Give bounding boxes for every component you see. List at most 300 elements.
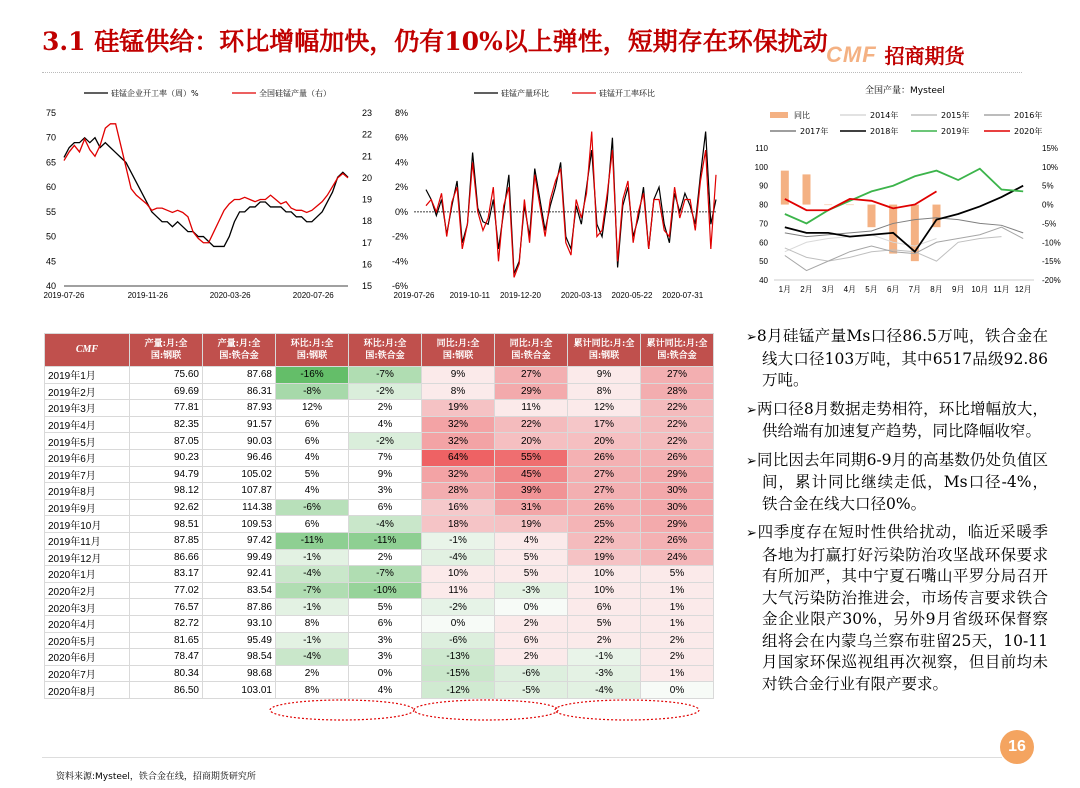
table-cell: 0% [422,615,495,632]
table-cell: 75.60 [130,367,203,384]
table-header-cell: 累计同比:月:全 国:铁合金 [641,334,714,367]
chart3-series-3-line [785,218,1023,237]
table-cell: 2% [495,649,568,666]
table-row [45,383,714,400]
table-cell: 32% [422,433,495,450]
table-cell: 39% [495,483,568,500]
table-cell: 6% [276,416,349,433]
bullet-text: 两口径8月数据走势相符，环比增幅放大，供给端有加速复产趋势，同比降幅收窄。 [756,399,1048,440]
table-cell: 2% [568,632,641,649]
table-header-logo: CMF [45,334,130,367]
chart1-series-1-line [64,124,348,243]
table-cell: 3% [349,649,422,666]
table-cell: -7% [349,566,422,583]
chart3-x-tick: 11月 [993,285,1010,294]
table-cell: 2020年1月 [45,566,130,583]
table-cell: 103.01 [203,682,276,699]
chart3-left-tick: 40 [759,276,768,285]
table-row [45,416,714,433]
chart3-right-tick: 10% [1042,162,1059,172]
table-row [45,466,714,483]
table-cell: 90.03 [203,433,276,450]
chart3-x-tick: 1月 [778,285,792,294]
table-header-row [45,334,714,367]
chart3-bar [803,174,811,204]
table-cell: 2% [349,400,422,417]
chart3-left-tick: 100 [754,162,768,172]
table-cell: 2020年2月 [45,582,130,599]
table-cell: -2% [349,383,422,400]
chart2-x-tick: 2020-03-13 [560,291,602,300]
table-cell: -1% [568,649,641,666]
table-cell: 0% [495,599,568,616]
table-cell: -2% [422,599,495,616]
table-cell: 2020年5月 [45,632,130,649]
table-cell: 87.93 [203,400,276,417]
table-cell: 86.31 [203,383,276,400]
chart1-right-tick: 15 [362,281,373,291]
chart1-right-tick: 20 [362,172,373,183]
table-cell: 77.81 [130,400,203,417]
chart3-legend-label: 2017年 [800,127,829,136]
table-cell: 2% [641,649,714,666]
table-cell: 109.53 [203,516,276,533]
table-cell: -13% [422,649,495,666]
table-cell: 1% [641,599,714,616]
chart2-x-tick: 2020-07-31 [662,291,704,300]
table-cell: 8% [276,682,349,699]
chart2-x-tick: 2020-05-22 [611,291,653,300]
chart3-right-tick: 0% [1042,200,1054,210]
table-cell: -11% [276,532,349,549]
table-cell: 29% [641,516,714,533]
table-cell: -1% [276,599,349,616]
chart3-series-5-line [785,169,1023,224]
logo-name: 招商期货 [884,44,965,68]
table-cell: 99.49 [203,549,276,566]
table-cell: 80.34 [130,665,203,682]
table-cell: 8% [276,615,349,632]
table-cell: 4% [349,682,422,699]
table-cell: 97.42 [203,532,276,549]
bullet-item [746,450,1048,516]
table-cell: 28% [422,483,495,500]
oval-cum [555,700,699,720]
table-cell: 25% [568,516,641,533]
chart3-left-tick: 70 [759,219,768,229]
table-cell: 28% [641,383,714,400]
chart2-x-tick: 2019-10-11 [449,291,490,300]
page-number: 16 [1000,730,1034,764]
chart1-right-tick: 23 [362,108,373,118]
chart3-right-tick: 15% [1042,144,1059,153]
bullet-item [746,522,1048,695]
chart2-y-tick: 0% [394,206,408,217]
table-cell: 105.02 [203,466,276,483]
table-row [45,449,714,466]
table-header-cell: 同比:月:全 国:铁合金 [495,334,568,367]
table-row [45,433,714,450]
table-cell: 22% [641,433,714,450]
table-cell: 5% [349,599,422,616]
table-cell: -8% [276,383,349,400]
bullet-item [746,399,1048,443]
chart2-legend-label: 硅锰产量环比 [501,89,549,98]
chart3-x-tick: 10月 [971,285,989,294]
table-cell: 19% [422,400,495,417]
chart3-x-tick: 9月 [951,285,965,294]
bullet-text: 同比因去年同期6-9月的高基数仍处负值区间，累计同比继续走低，Ms口径-4%，铁合金在线大口径0%。 [756,450,1048,513]
table-cell: 4% [349,416,422,433]
bullet-text: 四季度存在短时性供给扰动，临近采暖季各地为打赢打好污染防治攻坚战环保要求有所加严，其中宁夏石嘴山平罗分局召开大气污染防治推进会，市场传言要求铁合金企业限产30%，另外9月省级环保督察组将会在内蒙乌兰察布驻留25天，10-11月国家环保巡视组再次视察，但目前均未对铁合金行业有限产要求。 [756,523,1048,693]
chart1-left-tick: 60 [45,182,56,193]
table-cell: 32% [422,466,495,483]
table-cell: 8% [422,383,495,400]
oval-mom [270,700,414,720]
table-row [45,483,714,500]
table-cell: 5% [276,466,349,483]
table-cell: 93.10 [203,615,276,632]
chart2-y-tick: -6% [391,281,408,291]
table-cell: 22% [568,532,641,549]
table-body [45,367,714,699]
table-cell: 7% [349,449,422,466]
table-header-cell: 产量:月:全 国:铁合金 [203,334,276,367]
table-cell: 96.46 [203,449,276,466]
chart3-legend-label: 2014年 [870,111,899,120]
table-cell: 76.57 [130,599,203,616]
table-cell: 95.49 [203,632,276,649]
table-cell: 98.68 [203,665,276,682]
chart1-legend-label: 硅锰企业开工率（周）% [111,89,199,98]
chart2-x-tick: 2019-07-26 [393,291,435,300]
table-cell: 5% [495,566,568,583]
table-cell: 2019年3月 [45,400,130,417]
table-cell: 0% [641,682,714,699]
chart3-right-tick: 5% [1042,181,1054,191]
table-cell: 2019年6月 [45,449,130,466]
table-cell: 27% [495,367,568,384]
table-cell: -5% [495,682,568,699]
chart2-x-tick: 2019-12-20 [499,291,541,300]
production-table [44,333,714,699]
table-row [45,549,714,566]
table-cell: -1% [422,532,495,549]
table-cell: 6% [276,433,349,450]
table-cell: 83.54 [203,582,276,599]
table-cell: 94.79 [130,466,203,483]
table-cell: 91.57 [203,416,276,433]
table-cell: 2020年3月 [45,599,130,616]
chart3-legend-label: 2019年 [941,127,970,136]
table-cell: 27% [641,367,714,384]
chart1-series-0-line [64,138,348,247]
table-cell: 26% [641,532,714,549]
table-cell: -6% [276,499,349,516]
table-cell: -11% [349,532,422,549]
table-cell: 20% [495,433,568,450]
table-row [45,400,714,417]
arrow-icon: ➢ [746,330,757,345]
table-cell: 4% [276,483,349,500]
table-cell: 2019年2月 [45,383,130,400]
chart1-left-tick: 55 [45,206,56,217]
table-cell: 29% [641,466,714,483]
logo-abbr: CMF [826,41,877,67]
table-cell: -7% [349,367,422,384]
arrow-icon: ➢ [746,402,757,418]
table-cell: 18% [422,516,495,533]
table-cell: -1% [276,549,349,566]
chart1-left-tick: 65 [45,157,56,168]
chart3-left-tick: 110 [755,144,768,153]
chart1-left-tick: 45 [45,256,56,267]
table-cell: 6% [276,516,349,533]
table-cell: 83.17 [130,566,203,583]
table-cell: 32% [422,416,495,433]
oval-yoy [414,700,558,720]
chart3-left-tick: 60 [759,238,768,248]
table-cell: -16% [276,367,349,384]
table-cell: 2% [641,632,714,649]
table-cell: 2% [276,665,349,682]
table-cell: 87.85 [130,532,203,549]
table-cell: 31% [495,499,568,516]
table-row [45,367,714,384]
table-cell: 2019年9月 [45,499,130,516]
chart3-bar [846,205,854,206]
table-cell: -4% [568,682,641,699]
table-cell: 9% [568,367,641,384]
table-cell: 92.41 [203,566,276,583]
table-cell: 87.86 [203,599,276,616]
chart1-right-tick: 19 [362,194,373,205]
chart3-series-4-line [785,186,1023,252]
table-cell: 22% [495,416,568,433]
table-cell: -1% [276,632,349,649]
table-cell: -4% [276,649,349,666]
chart1-left-tick: 50 [45,231,56,242]
chart3-legend-label: 2016年 [1014,111,1043,120]
table-cell: 78.47 [130,649,203,666]
table-cell: 98.51 [130,516,203,533]
table-row [45,516,714,533]
chart1-right-tick: 17 [362,237,373,248]
table-cell: 22% [641,400,714,417]
table-cell: -12% [422,682,495,699]
table-header-cell: 同比:月:全 国:钢联 [422,334,495,367]
chart2-series-1-line [426,132,716,278]
table-cell: 27% [568,483,641,500]
table-cell: 30% [641,483,714,500]
chart3-right-tick: -5% [1042,219,1057,229]
table-cell: 86.50 [130,682,203,699]
bullet-list [746,326,1048,702]
table-cell: 69.69 [130,383,203,400]
chart3-left-tick: 50 [759,257,768,267]
chart1-right-tick: 18 [362,216,373,227]
table-header-cell: 环比:月:全 国:铁合金 [349,334,422,367]
table-cell: 26% [568,449,641,466]
chart3-left-tick: 80 [759,200,768,210]
source-note: 资料来源:Mysteel，铁合金在线，招商期货研究所 [56,772,256,782]
table-cell: -7% [276,582,349,599]
table-cell: 86.66 [130,549,203,566]
chart3-right-tick: -10% [1042,238,1061,248]
chart1-left-tick: 70 [45,132,56,143]
table-cell: 22% [641,416,714,433]
chart1-x-tick: 2020-07-26 [292,291,334,300]
table-cell: 2019年5月 [45,433,130,450]
table-cell: 2020年7月 [45,665,130,682]
table-cell: 6% [568,599,641,616]
table-cell: 8% [568,383,641,400]
chart3-x-tick: 12月 [1014,285,1032,294]
table-row [45,615,714,632]
table-row [45,566,714,583]
table-cell: 17% [568,416,641,433]
table-cell: 27% [568,466,641,483]
table-row [45,582,714,599]
chart3-legend-label: 2015年 [941,111,970,120]
chart3-right-tick: -20% [1042,276,1061,285]
chart2-y-tick: 4% [394,157,408,168]
table-cell: 87.05 [130,433,203,450]
table-cell: 29% [495,383,568,400]
table-cell: 11% [495,400,568,417]
table-cell: 82.35 [130,416,203,433]
table-cell: 30% [641,499,714,516]
chart3-x-tick: 7月 [908,285,922,294]
table-cell: 3% [349,483,422,500]
table-cell: 5% [568,615,641,632]
chart3-x-tick: 8月 [930,285,943,294]
chart1-x-tick: 2019-11-26 [127,291,168,300]
table-cell: 10% [422,566,495,583]
table-cell: 98.54 [203,649,276,666]
table-cell: 64% [422,449,495,466]
table-row [45,682,714,699]
chart1-legend-label: 全国硅锰产量（右） [259,89,331,98]
table-cell: 87.68 [203,367,276,384]
table-row [45,599,714,616]
table-cell: 2019年10月 [45,516,130,533]
chart1-left-tick: 40 [45,281,56,291]
table-cell: -2% [349,433,422,450]
table-row [45,632,714,649]
arrow-icon: ➢ [746,453,757,469]
table-cell: 1% [641,615,714,632]
table-cell: 24% [641,549,714,566]
chart3-x-tick: 4月 [843,285,857,294]
charts-area [0,0,1080,320]
table-cell: 81.65 [130,632,203,649]
table-cell: 107.87 [203,483,276,500]
bottom-divider [42,757,1002,758]
chart1-right-tick: 21 [362,151,373,162]
table-header-cell: 环比:月:全 国:钢联 [276,334,349,367]
table-cell: 11% [422,582,495,599]
table-cell: -3% [495,582,568,599]
table-cell: 16% [422,499,495,516]
chart3-bar [889,205,897,254]
table-cell: 55% [495,449,568,466]
chart3-right-tick: -15% [1042,257,1061,267]
table-cell: 19% [495,516,568,533]
table-cell: 82.72 [130,615,203,632]
table-cell: 12% [276,400,349,417]
table-cell: 90.23 [130,449,203,466]
table-cell: 19% [568,549,641,566]
table-cell: 4% [495,532,568,549]
chart3-legend-label: 同比 [794,111,810,120]
chart1-x-tick: 2019-07-26 [43,291,85,300]
table-cell: -6% [422,632,495,649]
table-cell: 2020年6月 [45,649,130,666]
chart3-bar [868,205,876,228]
table-cell: 2% [349,549,422,566]
chart3-x-tick: 2月 [800,285,813,294]
table-cell: 2019年11月 [45,532,130,549]
page-title: 3.1 硅锰供给：环比增幅加快，仍有10%以上弹性，短期存在环保扰动 [42,27,828,56]
table-cell: 77.02 [130,582,203,599]
chart2-y-tick: -2% [391,231,408,242]
table-cell: -15% [422,665,495,682]
table-cell: 10% [568,582,641,599]
table-cell: 6% [495,632,568,649]
table-cell: -4% [349,516,422,533]
table-cell: -6% [495,665,568,682]
chart2-y-tick: 6% [394,132,408,143]
table-cell: 114.38 [203,499,276,516]
chart3-bar [824,205,832,206]
chart3-x-tick: 3月 [821,285,835,294]
chart3-x-tick: 6月 [886,285,900,294]
chart1-right-tick: 16 [362,259,373,270]
table-cell: 2020年4月 [45,615,130,632]
chart1-right-tick: 22 [362,129,373,140]
table-row [45,649,714,666]
chart2-legend-label: 硅锰开工率环比 [599,89,655,98]
chart2-y-tick: 2% [394,182,408,193]
table-cell: 9% [422,367,495,384]
table-row [45,665,714,682]
chart3-x-tick: 5月 [865,285,878,294]
chart2-y-tick: 8% [394,108,408,118]
table-cell: 3% [349,632,422,649]
chart3-title: 全国产量：Mysteel [865,86,945,96]
table-cell: 92.62 [130,499,203,516]
table-cell: 5% [495,549,568,566]
table-cell: 26% [641,449,714,466]
table-cell: 20% [568,433,641,450]
table-header-cell: 产量:月:全 国:钢联 [130,334,203,367]
table-cell: 12% [568,400,641,417]
table-cell: -4% [276,566,349,583]
table-cell: 1% [641,665,714,682]
table-cell: 9% [349,466,422,483]
table-cell: -10% [349,582,422,599]
table-header-cell: 累计同比:月:全 国:钢联 [568,334,641,367]
table-cell: 2020年8月 [45,682,130,699]
table-cell: 10% [568,566,641,583]
table-cell: 5% [641,566,714,583]
chart3-legend-label: 2018年 [870,127,899,136]
table-cell: 1% [641,582,714,599]
table-cell: 2019年1月 [45,367,130,384]
bullet-item [746,326,1048,392]
table-cell: 6% [349,615,422,632]
